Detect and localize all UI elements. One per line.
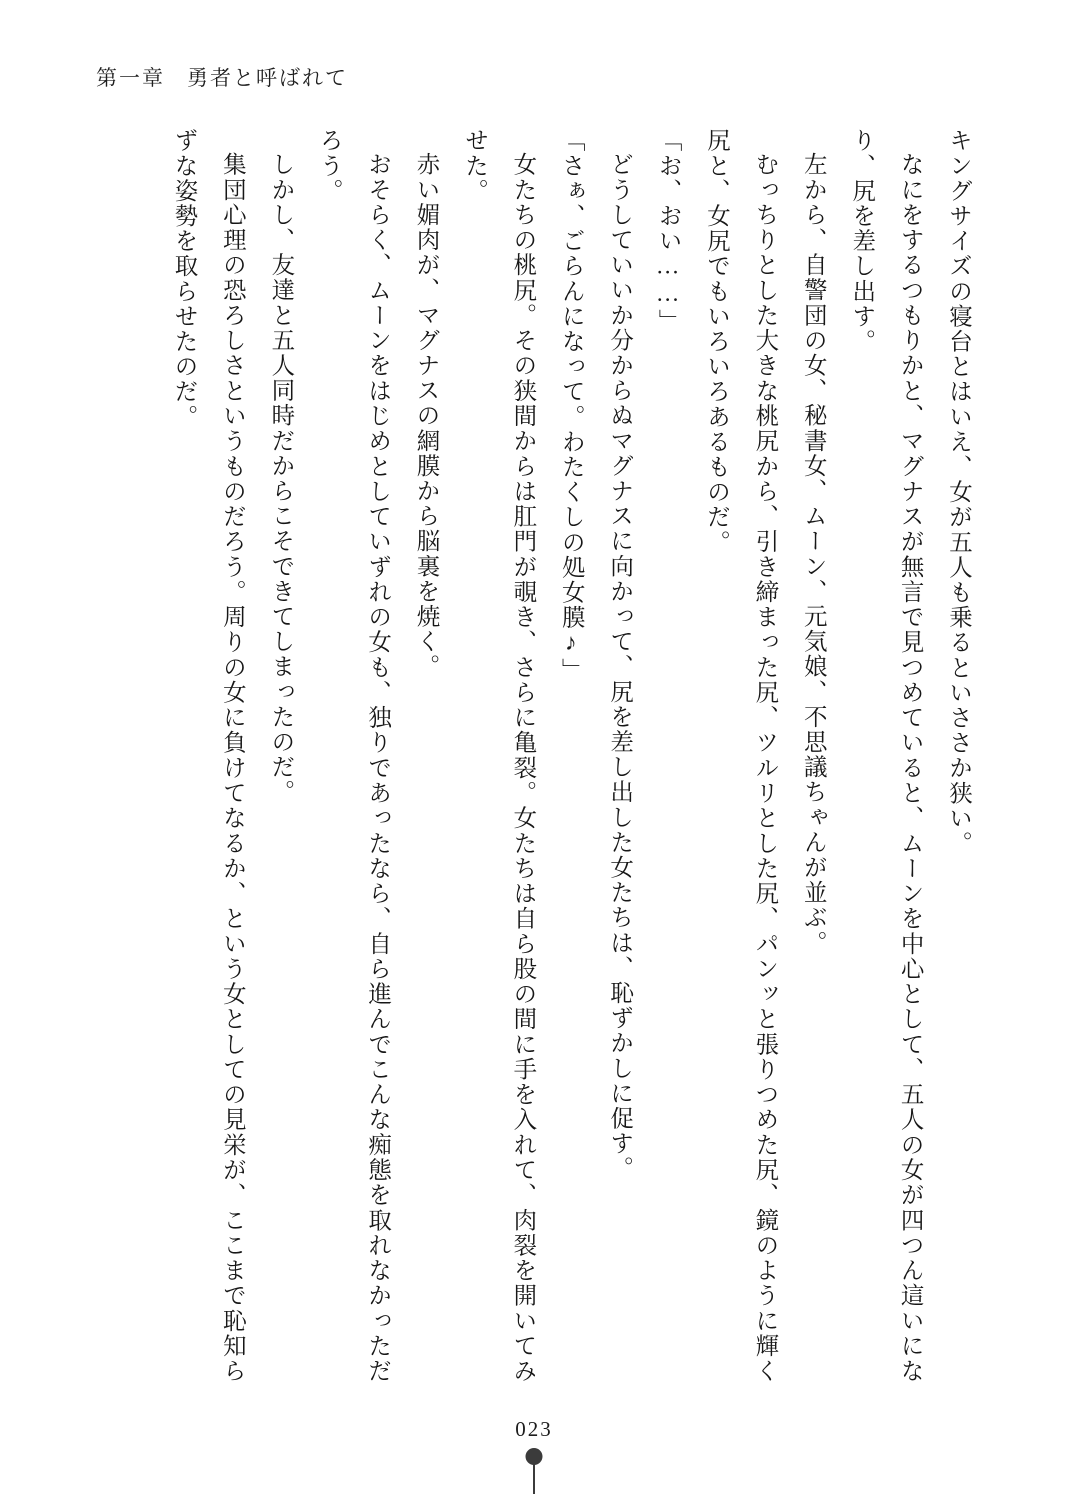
- paragraph: 集団心理の恐ろしさというものだろう。周りの女に負けてなるか、という女としての見栄が、ここまで恥知らずな姿勢を取らせたのだ。: [170, 128, 245, 1383]
- paragraph: 「お、おい……」: [654, 128, 681, 334]
- paragraph: なにをするつもりかと、マグナスが無言で見つめていると、ムーンを中心として、五人の女が四つん這いになり、尻を差し出す。: [848, 128, 923, 1383]
- paragraph: おそらく、ムーンをはじめとしていずれの女も、独りであったなら、自ら進んでこんな痴態を取れなかっただろう。: [315, 128, 391, 1383]
- paragraph: 赤い媚肉が、マグナスの網膜から脳裏を焼く。: [412, 151, 439, 679]
- paragraph: 「さぁ、ごらんになって。わたくしの処女膜♪」: [557, 128, 584, 683]
- paragraph: どうしていいか分からぬマグナスに向かって、尻を差し出した女たちは、恥ずかしに促す。: [606, 151, 633, 1181]
- folio-ornament-stem: [533, 1464, 535, 1494]
- body-text-vertical: [122, 128, 982, 1383]
- paragraph: 女たちの桃尻。その狭間からは肛門が覗き、さらに亀裂。女たちは自ら股の間に手を入れて、肉裂を開いてみせた。: [460, 128, 536, 1383]
- running-header: [96, 62, 348, 92]
- chapter-number: 第一章: [96, 66, 165, 90]
- paragraph: 左から、自警団の女、秘書女、ムーン、元気娘、不思議ちゃんが並ぶ。: [799, 151, 826, 955]
- paragraph: キングサイズの寝台とはいえ、女が五人も乗るといささか狭い。: [945, 128, 971, 856]
- chapter-title: 勇者と呼ばれて: [187, 66, 348, 90]
- folio-ornament-icon: [522, 1448, 546, 1494]
- paragraph: しかし、友達と五人同時だからこそできてしまったのだ。: [267, 151, 294, 805]
- paragraph: むっちりとした大きな桃尻から、引き締まった尻、ツルリとした尻、パンッと張りつめた尻、鏡のように輝く尻と、女尻でもいろいろあるものだ。: [702, 128, 778, 1383]
- folio-ornament-dot: [526, 1448, 543, 1465]
- page-number: 023: [515, 1417, 553, 1441]
